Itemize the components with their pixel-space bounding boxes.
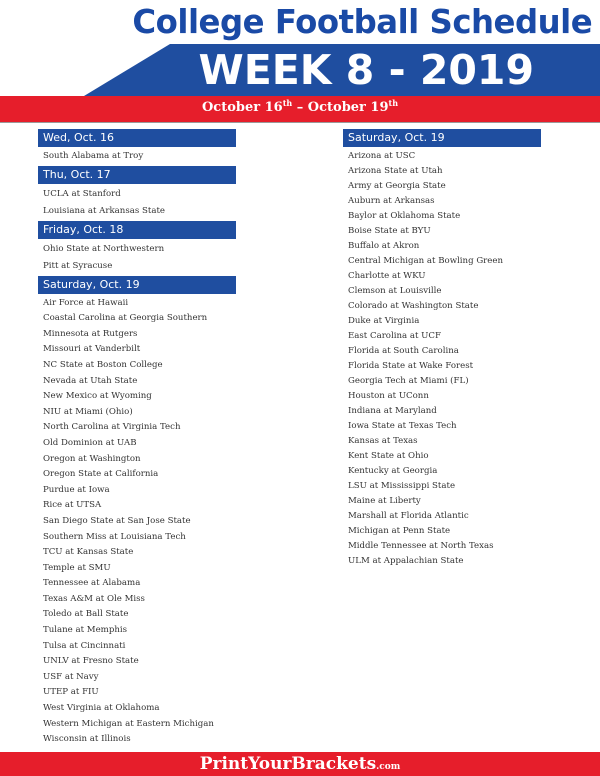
game-item: Michigan at Penn State — [348, 526, 451, 536]
game-item: Central Michigan at Bowling Green — [348, 256, 503, 266]
game-item: Nevada at Utah State — [43, 375, 138, 386]
game-item: UNLV at Fresno State — [43, 656, 139, 667]
game-item: Arizona State at Utah — [348, 166, 443, 176]
game-item: Minnesota at Rutgers — [43, 328, 138, 339]
page-title: College Football Schedule — [132, 2, 592, 41]
game-item: Clemson at Louisville — [348, 286, 442, 296]
game-item: Kansas at Texas — [348, 436, 418, 446]
brand-suffix: .com — [376, 762, 401, 772]
game-item: Army at Georgia State — [348, 181, 446, 191]
game-item: Oregon at Washington — [43, 453, 141, 464]
game-item: Tennessee at Alabama — [43, 578, 141, 589]
game-item: Missouri at Vanderbilt — [43, 344, 141, 355]
section-saturday — [38, 276, 236, 748]
game-item: Charlotte at WKU — [348, 271, 426, 281]
game-item: Louisiana at Arkansas State — [43, 205, 166, 216]
game-item: Auburn at Arkansas — [348, 196, 435, 206]
game-item: New Mexico at Wyoming — [43, 391, 152, 402]
game-item: LSU at Mississippi State — [348, 481, 456, 491]
game-item: Western Michigan at Eastern Michigan — [43, 718, 214, 729]
week-title: WEEK 8 - 2019 — [198, 46, 534, 94]
brand-logo[interactable] — [0, 754, 600, 774]
game-item: Houston at UConn — [348, 391, 429, 401]
game-item: Kent State at Ohio — [348, 451, 429, 461]
game-item: Middle Tennessee at North Texas — [348, 541, 494, 551]
right-column — [343, 128, 541, 569]
section-heading: Wed, Oct. 16 — [38, 129, 236, 147]
game-item: San Diego State at San Jose State — [43, 515, 191, 526]
game-item: Indiana at Maryland — [348, 406, 437, 416]
game-item: West Virginia at Oklahoma — [43, 703, 160, 714]
game-item: Tulsa at Cincinnati — [43, 640, 126, 651]
section-heading: Friday, Oct. 18 — [38, 221, 236, 239]
date-end: October 19 — [307, 100, 389, 115]
game-item: Wisconsin at Illinois — [43, 734, 131, 745]
date-start: October 16 — [201, 100, 283, 115]
header-divider — [0, 122, 600, 123]
section-thursday — [38, 166, 236, 220]
section-heading: Thu, Oct. 17 — [38, 166, 236, 184]
game-item: Texas A&M at Ole Miss — [43, 593, 145, 604]
date-end-suffix: th — [388, 98, 399, 108]
game-item: Boise State at BYU — [348, 226, 431, 236]
game-item: USF at Navy — [43, 671, 99, 682]
game-item: Marshall at Florida Atlantic — [348, 511, 469, 521]
game-item: Oregon State at California — [43, 469, 159, 480]
game-item: Southern Miss at Louisiana Tech — [43, 531, 186, 542]
section-heading: Saturday, Oct. 19 — [343, 129, 541, 147]
game-item: North Carolina at Virginia Tech — [43, 422, 181, 433]
game-item: Air Force at Hawaii — [43, 297, 129, 308]
section-saturday — [343, 129, 541, 569]
game-item: Rice at UTSA — [43, 500, 102, 511]
game-item: Kentucky at Georgia — [348, 466, 438, 476]
left-column — [38, 128, 236, 748]
game-item: Georgia Tech at Miami (FL) — [348, 376, 469, 386]
game-item: NC State at Boston College — [43, 359, 163, 370]
game-item: Tulane at Memphis — [43, 625, 128, 636]
game-item: South Alabama at Troy — [43, 151, 144, 161]
game-item: UCLA at Stanford — [43, 188, 121, 199]
game-item: Baylor at Oklahoma State — [348, 211, 461, 221]
section-heading: Saturday, Oct. 19 — [38, 276, 236, 294]
game-item: TCU at Kansas State — [43, 547, 134, 558]
game-item: Old Dominion at UAB — [43, 437, 137, 448]
date-range — [0, 98, 600, 115]
game-item: Colorado at Washington State — [348, 301, 479, 311]
brand-name: PrintYourBrackets — [199, 754, 377, 774]
game-item: ULM at Appalachian State — [348, 556, 464, 566]
game-item: Temple at SMU — [43, 562, 111, 573]
section-friday — [38, 221, 236, 275]
game-item: Florida at South Carolina — [348, 346, 459, 356]
game-item: UTEP at FIU — [43, 687, 99, 698]
game-item: Buffalo at Akron — [348, 241, 420, 251]
game-item: Florida State at Wake Forest — [348, 361, 474, 371]
game-item: Coastal Carolina at Georgia Southern — [43, 313, 208, 324]
game-item: Ohio State at Northwestern — [43, 243, 165, 254]
date-start-suffix: th — [282, 98, 293, 108]
game-item: NIU at Miami (Ohio) — [43, 406, 133, 417]
game-item: Purdue at Iowa — [43, 484, 110, 495]
game-item: Pitt at Syracuse — [43, 260, 113, 271]
game-item: East Carolina at UCF — [348, 331, 441, 341]
date-separator: – — [292, 100, 308, 115]
game-item: Arizona at USC — [348, 151, 416, 161]
game-item: Toledo at Ball State — [43, 609, 129, 620]
section-wednesday — [38, 129, 236, 165]
game-item: Duke at Virginia — [348, 316, 420, 326]
game-item: Maine at Liberty — [348, 496, 421, 506]
game-item: Iowa State at Texas Tech — [348, 421, 457, 431]
